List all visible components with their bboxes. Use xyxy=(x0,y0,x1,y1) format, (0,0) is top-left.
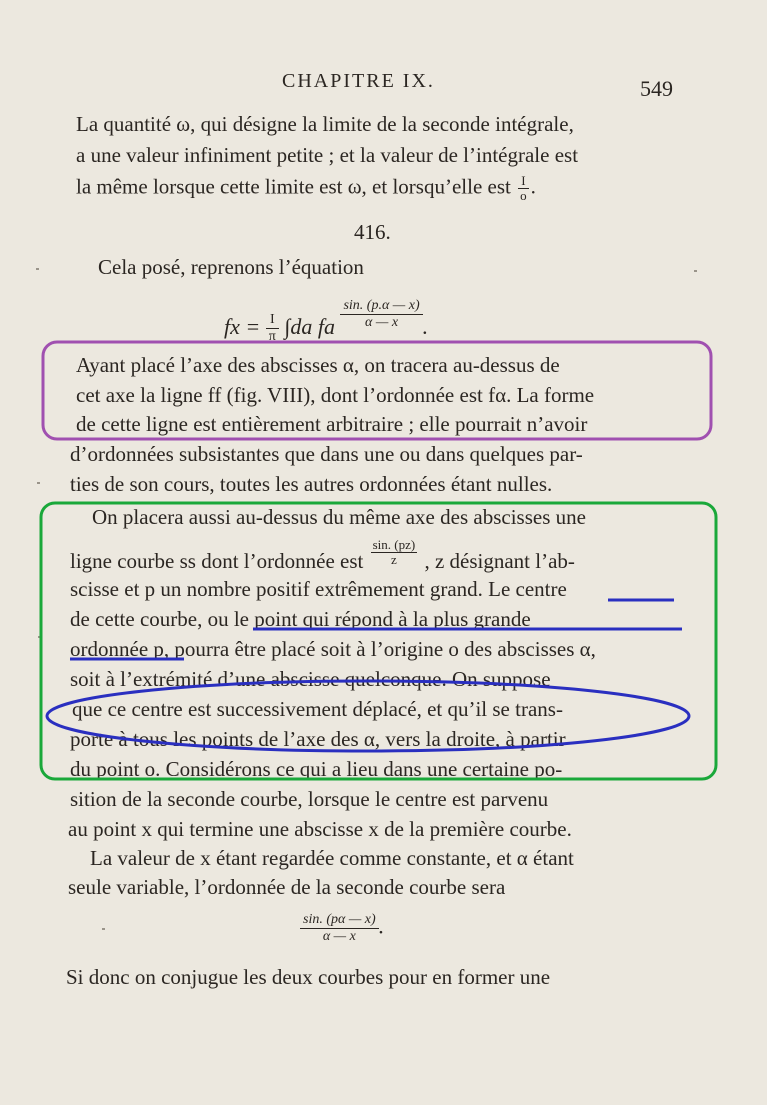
chapter-title: CHAPITRE IX. xyxy=(282,70,435,92)
para1-fraction xyxy=(518,174,529,203)
para5-line1: La valeur de x étant regardée comme constante, et α étant xyxy=(90,846,574,870)
equation-1 xyxy=(224,298,428,345)
page-number: 549 xyxy=(640,76,673,101)
para1-line3: la même lorsque cette limite est ω, et lorsqu’elle est $\frac{I}{o}$ . xyxy=(76,173,536,203)
eq2-end: . xyxy=(378,913,385,939)
para4-line3: scisse et p un nombre positif extrêmement grand. Le centre xyxy=(70,577,567,601)
para4-frac-num: sin. (pz) xyxy=(372,537,416,552)
eq2-frac-den: α — x xyxy=(322,929,356,944)
para1-line2: a une valeur infiniment petite ; et la valeur de l’intégrale est xyxy=(76,143,579,167)
para4-line7: que ce centre est successivement déplacé, et qu’il se trans- xyxy=(72,697,563,721)
eq1-frac-num: sin. (p.α — x) xyxy=(340,298,422,315)
paper-speck xyxy=(102,928,105,930)
paper-speck xyxy=(694,270,697,272)
para4-line4: de cette courbe, ou le point qui répond à la plus grande xyxy=(70,607,531,631)
equation-2 xyxy=(300,912,384,945)
eq1-fraction xyxy=(340,298,422,331)
para4-line9: du point o. Considérons ce qui a lieu dans une certaine po- xyxy=(70,757,563,781)
paper-speck xyxy=(38,636,41,638)
para5-line2: seule variable, l’ordonnée de la seconde courbe sera xyxy=(68,875,506,899)
eq1-end: . xyxy=(422,314,429,339)
paper-speck xyxy=(36,268,39,270)
eq2-frac-num: sin. (pα — x) xyxy=(300,912,379,929)
eq1-coef-num: I xyxy=(266,312,279,329)
para3-line4: d’ordonnées subsistantes que dans une ou dans quelques par- xyxy=(70,442,583,466)
para3-line1: Ayant placé l’axe des abscisses α, on tracera au-dessus de xyxy=(76,353,560,377)
page-header xyxy=(0,70,767,100)
para4-line8: porte à tous les points de l’axe des α, vers la droite, à partir xyxy=(70,727,566,751)
para4-fraction xyxy=(371,538,418,567)
para4-line6: soit à l’extrémité d’une abscisse quelconque. On suppose xyxy=(70,667,551,691)
para1-line1: La quantité ω, qui désigne la limite de la seconde intégrale, xyxy=(76,112,574,136)
eq1-lhs: fx = xyxy=(224,314,261,339)
para1-frac-den: o xyxy=(520,188,527,203)
para4-line2 xyxy=(70,538,575,573)
para3-line5: ties de son cours, toutes les autres ordonnées étant nulles. xyxy=(70,472,553,496)
para4-line2-b: , z désignant l’ab- xyxy=(424,549,575,573)
para4-line11: au point x qui termine une abscisse x de la première courbe. xyxy=(68,817,572,841)
paper-speck xyxy=(37,482,40,484)
para2-intro: Cela posé, reprenons l’équation xyxy=(98,255,364,279)
para4-line5: ordonnée p, pourra être placé soit à l’origine o des abscisses α, xyxy=(70,637,596,661)
section-number: 416. xyxy=(354,220,391,244)
para4-line10: sition de la seconde courbe, lorsque le centre est parvenu xyxy=(70,787,549,811)
eq1-frac-den: α — x xyxy=(365,315,399,330)
para3-line3: de cette ligne est entièrement arbitraire ; elle pourrait n’avoir xyxy=(76,412,588,436)
para6-line1: Si donc on conjugue les deux courbes pour en former une xyxy=(66,965,551,989)
eq1-coefficient xyxy=(266,312,279,345)
eq1-coef-den: π xyxy=(268,329,276,345)
para1-frac-num: I xyxy=(518,174,529,189)
para4-line1: On placera aussi au-dessus du même axe des abscisses une xyxy=(92,505,586,529)
para4-frac-den: z xyxy=(391,552,397,567)
eq1-integral: ∫da fa xyxy=(284,314,335,339)
para3-line2: cet axe la ligne ff (fig. VIII), dont l’ordonnée est fα. La forme xyxy=(76,383,595,407)
eq2-fraction xyxy=(300,912,379,945)
para1-line3-text: la même lorsque cette limite est ω, et lorsqu’elle est xyxy=(76,174,511,199)
para4-line2-a: ligne courbe ss dont l’ordonnée est xyxy=(70,549,364,573)
